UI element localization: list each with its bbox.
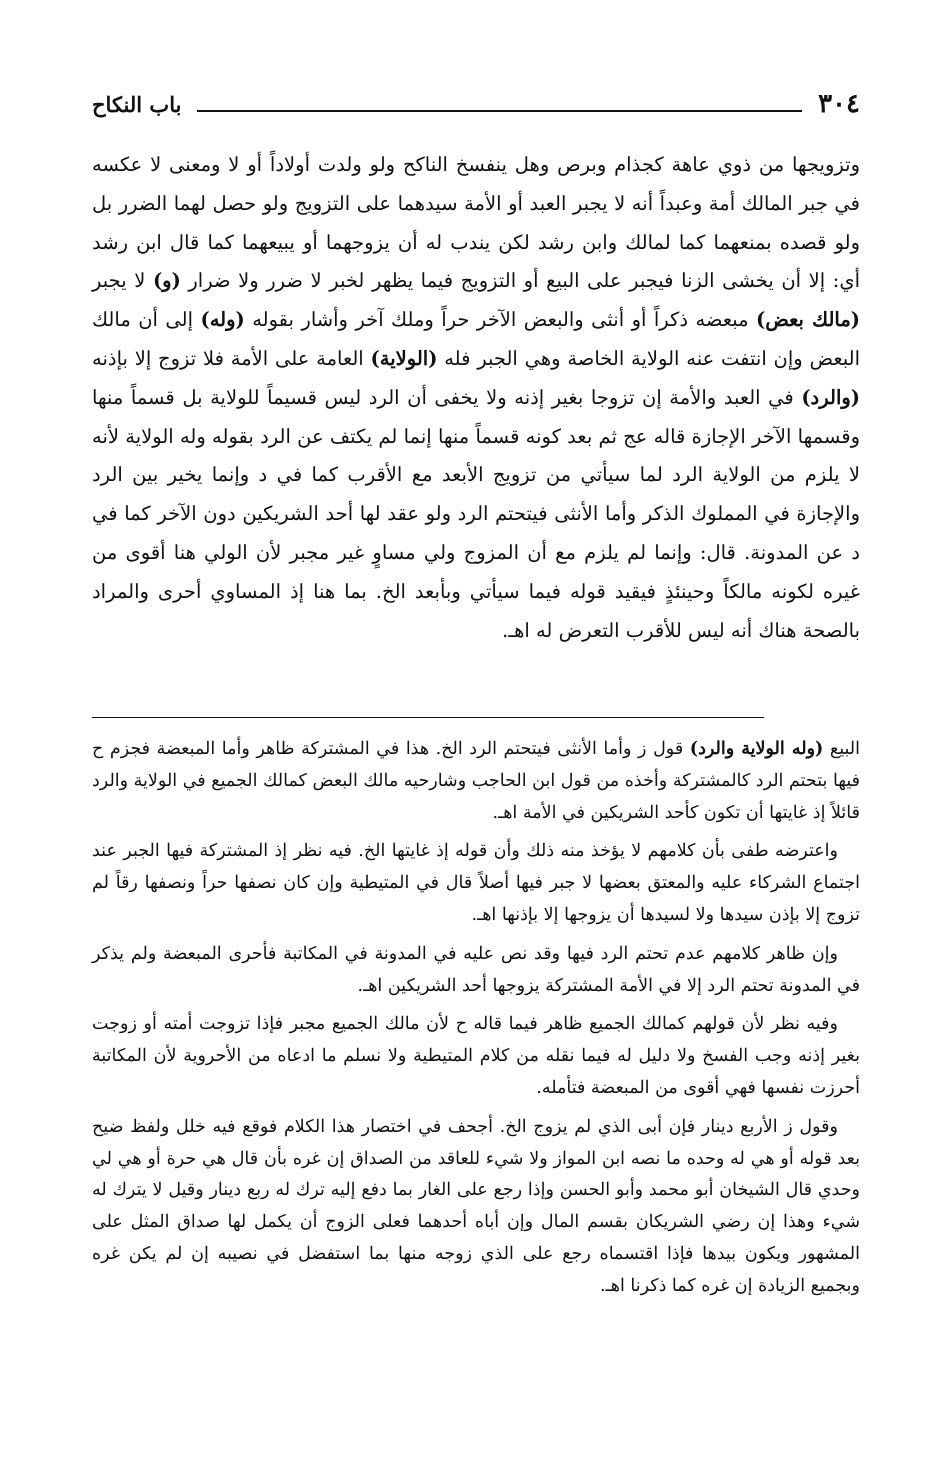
bold-term: (مالك بعض) — [756, 308, 860, 332]
footnote-text: قول ز وأما الأنثى فيتحتم الرد الخ. هذا في المشتركة ظاهر وأما المبعضة فجزم ح فيها بتحتم الرد كالمشتركة وأخذه من قول ابن الحاجب وشارحيه مالك البعض كمالك الجميع في الولاية والرد قائلاً إذ غايتها أن تكون كأحد الشريكين في الأمة اهـ. — [92, 739, 860, 823]
header-rule — [197, 96, 802, 112]
running-header — [92, 86, 860, 122]
footnote-paragraph — [92, 734, 860, 829]
bold-term: (والرد) — [801, 385, 860, 409]
chapter-title: باب النكاح — [92, 91, 182, 117]
footnote-paragraph: وفيه نظر لأن قولهم كمالك الجميع ظاهر فيما قاله ح لأن مالك الجميع مجبر فإذا تزوجت أمته أو زوجت بغير إذنه وجب الفسخ ولا دليل له فيما نقله من كلام المتيطية ولا نسلم ما ادعاه من الأحروية لأن المكاتبة أحرزت نفسها فهي أقوى من المبعضة فتأمله. — [92, 1014, 860, 1098]
footnote-prefix: البيع — [829, 739, 860, 759]
footnote-paragraph: واعترضه طفى بأن كلامهم لا يؤخذ منه ذلك وأن قوله إذ غايتها الخ. فيه نظر إذ المشتركة فيها الجبر عند اجتماع الشركاء عليه والمعتق بعضها لا جبر فيها أصلاً قال في المتيطية وإن كان نصفها حراً ونصفها رقاً لم تزوج إلا بإذن سيدها ولا لسيدها أن يزوجها إلا بإذنها اهـ. — [92, 841, 860, 925]
main-paragraph — [92, 146, 860, 650]
main-text-segment: العامة على الأمة فلا تزوج إلا بإذنه — [92, 346, 364, 370]
main-text-segment: لا يجبر — [92, 269, 146, 293]
main-text — [92, 146, 860, 650]
bold-term: (و) — [152, 269, 181, 293]
bold-term: (الولاية) — [370, 346, 438, 370]
page-number: ٣٠٤ — [818, 89, 860, 119]
main-text-segment: مبعضه ذكراً أو أنثى والبعض الآخر حراً وملك آخر وأشار بقوله — [252, 308, 749, 332]
main-text-segment: إلى أن مالك البعض وإن انتفت عنه الولاية الخاصة وهي الجبر فله — [92, 308, 861, 370]
bold-term: (وله) — [200, 308, 245, 332]
main-text-segment: وتزويجها من ذوي عاهة كجذام وبرص وهل ينفسخ الناكح ولو ولدت أولاداً أو لا ومعنى لا عكسه في جبر المالك أمة وعبداً أنه لا يجبر العبد أو الأمة سيدهما على التزويج ولو حصل لهما الضرر بل ولو قصده بمنعهما كما لمالك وابن رشد لكن يندب له أن يزوجهما أو يبيعهما كما قال ابن رشد أي: إلا أن يخشى الزنا فيجبر على البيع أو التزويج فيما يظهر لخبر لا ضرر ولا ضرار — [92, 153, 861, 293]
bold-term: (وله الولاية والرد) — [689, 739, 824, 759]
footnote-paragraph: وقول ز الأربع دينار فإن أبى الذي لم يزوج الخ. أجحف في اختصار هذا الكلام فوقع فيه خلل ولفظ ضيح بعد قوله أو هي له وحده ما نصه ابن المواز ولا شيء للعاقد من الصداق إن غره بأن قال هي حرة أو هي لي وحدي قال الشيخان أبو محمد وأبو الحسن وإذا رجع على الغار بما دفع إليه ترك له ربع دينار وقيل لا يترك له شيء وهذا إن رضي الشريكان بقسم المال وإن أباه أحدهما فعلى الزوج أن يكمل لها صداق المثل على المشهور ويكون بيدها فإذا اقتسماه رجع على الذي زوجه منها بما استفضل في نصيبه إن لم يكن غره وبجميع الزيادة إن غره كما ذكرنا اهـ. — [92, 1116, 860, 1296]
footnote-separator — [92, 717, 764, 718]
footnotes — [92, 734, 860, 1310]
book-page — [92, 0, 860, 1482]
footnote-paragraph: وإن ظاهر كلامهم عدم تحتم الرد فيها وقد نص عليه في المدونة في المكاتبة فأحرى المبعضة ولم يذكر في المدونة تحتم الرد إلا في الأمة المشتركة يزوجها أحد الشريكين اهـ. — [92, 943, 860, 996]
main-text-segment: في العبد والأمة إن تزوجا بغير إذنه ولا يخفى أن الرد ليس قسيماً للولاية بل قسماً منها وقسمها الآخر الإجازة قاله عج ثم بعد كونه قسماً منها إنما لم يكتف عن الرد بقوله وله الولاية لأنه لا يلزم من الولاية الرد لما سيأتي من تزويج الأبعد مع الأقرب كما في د وإنما يخير بين الرد والإجازة في المملوك الذكر وأما الأنثى فيتحتم الرد ولو عقد لها أحد الشريكين دون الآخر كما في د عن المدونة. قال: وإنما لم يلزم مع أن المزوج ولي مساوٍ غير مجبر لأن الولي هنا أقوى من غيره لكونه مالكاً وحينئذٍ فيقيد قوله فيما سيأتي وبأبعد الخ. بما هنا إذ المساوي أحرى والمراد بالصحة هناك أنه ليس للأقرب التعرض له اهـ. — [92, 385, 860, 642]
